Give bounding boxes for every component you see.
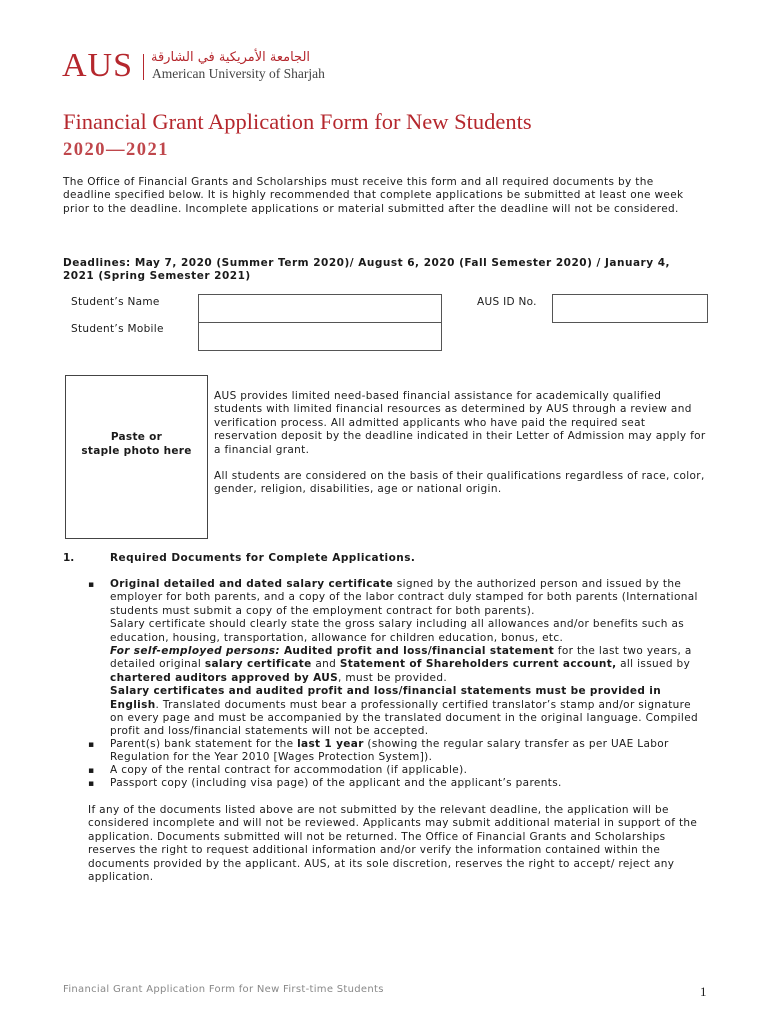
student-name-field[interactable] <box>198 294 442 323</box>
emphasis: Salary certificates and audited profit and loss/financial statements must be provided in English <box>110 685 662 711</box>
intro-paragraph: The Office of Financial Grants and Scholarships must receive this form and all required documents by the deadline specified below. It is highly recommended that complete applications be submitted at least one week prior to the deadline. Incomplete applications or material submitted after the deadline will not be considered. <box>63 176 684 215</box>
text-run: (showing the regular salary transfer as per UAE Labor Regulation for the Year 2010 [Wages Protection System]). <box>110 738 669 764</box>
closing-paragraph: If any of the documents listed above are not submitted by the relevant deadline, the application will be considered incomplete and will not be reviewed. Applicants may submit additional material in support of the application. Documents submitted will not be returned. The Office of Financial Grants and Scholarships reserves the right to request additional information and/or verify the information contained within the documents provided by the applicant. AUS, at its sole discretion, reserves the right to accept/ reject any application. <box>88 804 698 884</box>
deadlines: Deadlines: May 7, 2020 (Summer Term 2020)/ August 6, 2020 (Fall Semester 2020) / January 4, 2021 (Spring Semester 2021) <box>63 257 671 283</box>
text-run: . Translated documents must bear a professionally certified translator’s stamp and/or signature on every page and must be accompanied by the translated document in the original language. Compiled profit and loss/financial statements will not be accepted. <box>110 698 699 738</box>
english-university-name: American University of Sharjah <box>152 66 325 81</box>
photo-label-line2: staple photo here <box>81 444 192 457</box>
bullet-marker: ▪ <box>88 766 95 776</box>
text-run: , must be provided. <box>338 671 448 684</box>
non-discrimination-paragraph: All students are considered on the basis of their qualifications regardless of race, color, gender, religion, disabilities, age or national origin. <box>214 470 705 496</box>
bullet-marker: ▪ <box>88 580 95 590</box>
list-item-salary-certificate <box>110 578 707 739</box>
emphasis: last 1 year <box>297 738 364 750</box>
emphasis: salary certificate <box>204 658 312 671</box>
text-run: signed by the authorized person and issued by the employer for both parents, and a copy of the labor contract duly stamped for both parents (International students must submit a copy of the employment contract for both parents). <box>110 578 698 617</box>
bullet-marker: ▪ <box>88 779 95 789</box>
text-run: and <box>311 658 340 671</box>
photo-label-line1: Paste or <box>110 431 163 443</box>
student-mobile-field[interactable] <box>198 322 442 351</box>
emphasis: Original detailed and dated salary certificate <box>110 578 394 590</box>
emphasis: Audited profit and loss/financial statement <box>279 645 555 658</box>
bullet-marker: ▪ <box>88 740 95 750</box>
photo-box[interactable] <box>65 375 208 539</box>
student-mobile-label: Student’s Mobile <box>71 323 164 335</box>
text-run: Salary certificate should clearly state the gross salary including all allowances and/or benefits such as education, housing, transportation, allowance for children education, bonus, etc. <box>110 618 685 644</box>
section-heading: Required Documents for Complete Applications. <box>110 552 416 564</box>
text-run: Parent(s) bank statement for the <box>110 738 298 750</box>
text-run: all issued by <box>616 658 691 671</box>
academic-year: 2020—2021 <box>63 140 169 160</box>
page-title: Financial Grant Application Form for New Students <box>63 109 532 134</box>
list-item-bank-statement <box>110 738 707 765</box>
section-number: 1. <box>63 552 75 564</box>
aus-id-label: AUS ID No. <box>477 296 537 308</box>
arabic-university-name: الجامعة الأمريكية في الشارقة <box>151 50 311 65</box>
logo-divider <box>143 54 144 80</box>
assistance-paragraph: AUS provides limited need-based financial assistance for academically qualified students with limited financial resources as determined by AUS through a review and verification process. All admitted applicants who have paid the required seat reservation deposit by the deadline indicated in their Letter of Admission may apply for a financial grant. <box>214 390 706 456</box>
list-item-rental-contract: A copy of the rental contract for accommodation (if applicable). <box>110 764 468 776</box>
emphasis: chartered auditors approved by AUS <box>110 671 339 684</box>
emphasis: For self-employed persons: <box>110 645 280 658</box>
aus-logo-text: AUS <box>62 47 134 84</box>
footer-text: Financial Grant Application Form for New First-time Students <box>63 984 384 995</box>
student-name-label: Student’s Name <box>71 296 160 308</box>
list-item-passport-copy: Passport copy (including visa page) of the applicant and the applicant’s parents. <box>110 777 562 789</box>
page-number: 1 <box>700 984 707 999</box>
emphasis: Statement of Shareholders current account, <box>339 658 617 671</box>
text-run: for the last two years, a detailed original <box>110 645 692 671</box>
aus-id-field[interactable] <box>552 294 708 323</box>
